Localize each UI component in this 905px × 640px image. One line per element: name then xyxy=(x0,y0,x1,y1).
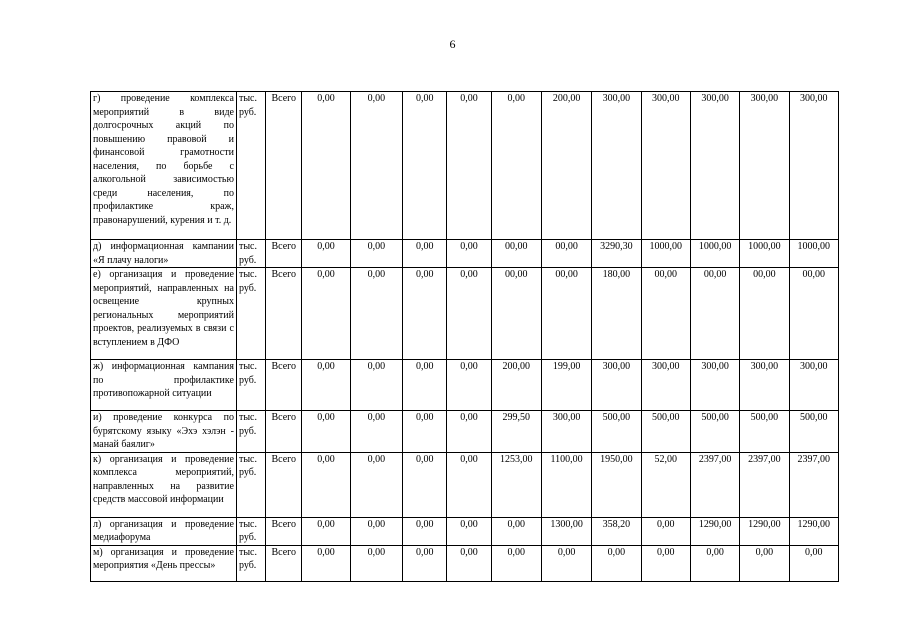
value-cell: 358,20 xyxy=(592,517,641,545)
value-cell: 0,00 xyxy=(350,411,402,453)
value-cell: 1950,00 xyxy=(592,452,641,517)
value-cell: 0,00 xyxy=(403,360,447,411)
funding-table xyxy=(90,91,839,582)
value-cell: 0,00 xyxy=(447,411,491,453)
value-cell: 500,00 xyxy=(690,411,739,453)
value-cell: 300,00 xyxy=(592,92,641,240)
value-cell: 00,00 xyxy=(740,268,789,360)
value-cell: 1253,00 xyxy=(491,452,541,517)
activity-description: и) проведение конкурса по бурятскому языку «Эхэ хэлэн - манай баялиг» xyxy=(91,411,237,453)
value-cell: 0,00 xyxy=(350,452,402,517)
total-label-cell: Всего xyxy=(266,360,302,411)
unit-cell: тыс. руб. xyxy=(236,92,265,240)
unit-cell: тыс. руб. xyxy=(236,240,265,268)
value-cell: 300,00 xyxy=(641,360,690,411)
value-cell: 0,00 xyxy=(447,360,491,411)
value-cell: 300,00 xyxy=(541,411,591,453)
value-cell: 1000,00 xyxy=(690,240,739,268)
value-cell: 0,00 xyxy=(641,517,690,545)
activity-description: ж) информационная кампания по профилактике противопожарной ситуации xyxy=(91,360,237,411)
value-cell: 0,00 xyxy=(350,545,402,581)
value-cell: 0,00 xyxy=(403,545,447,581)
table-row xyxy=(91,545,839,581)
value-cell: 1290,00 xyxy=(690,517,739,545)
value-cell: 00,00 xyxy=(491,268,541,360)
total-label-cell: Всего xyxy=(266,268,302,360)
value-cell: 200,00 xyxy=(491,360,541,411)
value-cell: 00,00 xyxy=(541,240,591,268)
value-cell: 0,00 xyxy=(302,545,350,581)
table-row xyxy=(91,240,839,268)
total-label-cell: Всего xyxy=(266,545,302,581)
value-cell: 300,00 xyxy=(641,92,690,240)
value-cell: 500,00 xyxy=(592,411,641,453)
activity-description: л) организация и проведение медиафорума xyxy=(91,517,237,545)
value-cell: 1290,00 xyxy=(789,517,838,545)
table-body xyxy=(91,92,839,582)
activity-description: е) организация и проведение мероприятий, направленных на освещение крупных региональных мероприятий проектов, реализуемых в связи с вступлением в ДФО xyxy=(91,268,237,360)
table-row xyxy=(91,517,839,545)
value-cell: 0,00 xyxy=(789,545,838,581)
unit-cell: тыс. руб. xyxy=(236,452,265,517)
table-row xyxy=(91,411,839,453)
unit-cell: тыс. руб. xyxy=(236,411,265,453)
total-label-cell: Всего xyxy=(266,452,302,517)
value-cell: 0,00 xyxy=(403,268,447,360)
value-cell: 0,00 xyxy=(302,452,350,517)
value-cell: 500,00 xyxy=(789,411,838,453)
value-cell: 1000,00 xyxy=(641,240,690,268)
value-cell: 1000,00 xyxy=(789,240,838,268)
total-label-cell: Всего xyxy=(266,92,302,240)
value-cell: 3290,30 xyxy=(592,240,641,268)
value-cell: 0,00 xyxy=(447,517,491,545)
value-cell: 0,00 xyxy=(350,92,402,240)
table-row xyxy=(91,452,839,517)
value-cell: 300,00 xyxy=(740,360,789,411)
value-cell: 1000,00 xyxy=(740,240,789,268)
table-row xyxy=(91,268,839,360)
unit-cell: тыс. руб. xyxy=(236,517,265,545)
value-cell: 0,00 xyxy=(491,545,541,581)
value-cell: 0,00 xyxy=(350,517,402,545)
value-cell: 00,00 xyxy=(641,268,690,360)
value-cell: 1300,00 xyxy=(541,517,591,545)
value-cell: 00,00 xyxy=(690,268,739,360)
value-cell: 0,00 xyxy=(302,240,350,268)
value-cell: 200,00 xyxy=(541,92,591,240)
value-cell: 0,00 xyxy=(403,517,447,545)
value-cell: 300,00 xyxy=(740,92,789,240)
unit-cell: тыс. руб. xyxy=(236,268,265,360)
value-cell: 0,00 xyxy=(302,517,350,545)
value-cell: 300,00 xyxy=(789,360,838,411)
value-cell: 0,00 xyxy=(641,545,690,581)
value-cell: 300,00 xyxy=(690,92,739,240)
value-cell: 0,00 xyxy=(302,268,350,360)
value-cell: 0,00 xyxy=(302,92,350,240)
value-cell: 2397,00 xyxy=(789,452,838,517)
page-number: 6 xyxy=(449,37,456,51)
value-cell: 00,00 xyxy=(789,268,838,360)
activity-description: м) организация и проведение мероприятия «День прессы» xyxy=(91,545,237,581)
value-cell: 2397,00 xyxy=(690,452,739,517)
value-cell: 00,00 xyxy=(541,268,591,360)
table-row xyxy=(91,92,839,240)
value-cell: 0,00 xyxy=(491,517,541,545)
value-cell: 0,00 xyxy=(740,545,789,581)
value-cell: 500,00 xyxy=(740,411,789,453)
value-cell: 2397,00 xyxy=(740,452,789,517)
total-label-cell: Всего xyxy=(266,411,302,453)
total-label-cell: Всего xyxy=(266,517,302,545)
activity-description: к) организация и проведение комплекса мероприятий, направленных на развитие средств массовой информации xyxy=(91,452,237,517)
activity-description: д) информационная кампании «Я плачу налоги» xyxy=(91,240,237,268)
value-cell: 0,00 xyxy=(447,92,491,240)
value-cell: 0,00 xyxy=(302,411,350,453)
value-cell: 0,00 xyxy=(403,411,447,453)
value-cell: 300,00 xyxy=(789,92,838,240)
activity-description: г) проведение комплекса мероприятий в виде долгосрочных акций по повышению правовой и финансовой грамотности населения, по борьбе с алкогольной зависимостью среди населения, по профилактике краж, правонарушений, курения и т. д. xyxy=(91,92,237,240)
value-cell: 0,00 xyxy=(403,452,447,517)
value-cell: 0,00 xyxy=(690,545,739,581)
value-cell: 0,00 xyxy=(350,268,402,360)
value-cell: 0,00 xyxy=(403,240,447,268)
value-cell: 0,00 xyxy=(403,92,447,240)
value-cell: 300,00 xyxy=(592,360,641,411)
value-cell: 299,50 xyxy=(491,411,541,453)
value-cell: 0,00 xyxy=(447,545,491,581)
value-cell: 1290,00 xyxy=(740,517,789,545)
value-cell: 0,00 xyxy=(447,268,491,360)
value-cell: 0,00 xyxy=(447,452,491,517)
value-cell: 500,00 xyxy=(641,411,690,453)
value-cell: 0,00 xyxy=(592,545,641,581)
table-row xyxy=(91,360,839,411)
value-cell: 1100,00 xyxy=(541,452,591,517)
unit-cell: тыс. руб. xyxy=(236,545,265,581)
unit-cell: тыс. руб. xyxy=(236,360,265,411)
value-cell: 0,00 xyxy=(302,360,350,411)
value-cell: 00,00 xyxy=(491,240,541,268)
value-cell: 180,00 xyxy=(592,268,641,360)
value-cell: 52,00 xyxy=(641,452,690,517)
value-cell: 199,00 xyxy=(541,360,591,411)
value-cell: 0,00 xyxy=(350,360,402,411)
value-cell: 0,00 xyxy=(491,92,541,240)
total-label-cell: Всего xyxy=(266,240,302,268)
value-cell: 300,00 xyxy=(690,360,739,411)
value-cell: 0,00 xyxy=(350,240,402,268)
value-cell: 0,00 xyxy=(541,545,591,581)
value-cell: 0,00 xyxy=(447,240,491,268)
